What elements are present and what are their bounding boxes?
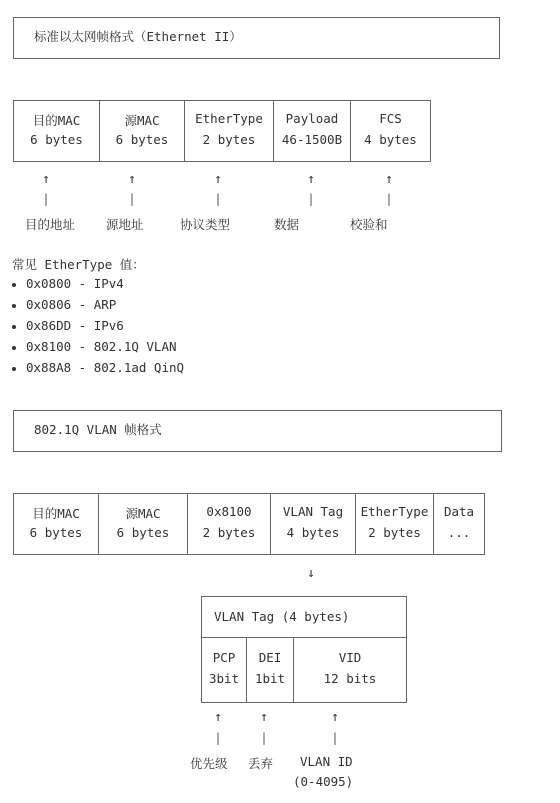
eth-title-box: [13, 17, 500, 59]
list-item: 0x8100 - 802.1Q VLAN: [12, 339, 177, 354]
up-arrow-icon: ↑: [331, 710, 339, 725]
eth-field-ethertype: EtherType 2 bytes: [195, 111, 263, 147]
bullet-icon: [12, 283, 16, 287]
eth-frame-table: [13, 100, 431, 162]
eth-field-src-mac: 源MAC 6 bytes: [115, 113, 169, 147]
vlan-tag-box: [201, 596, 407, 703]
up-arrow-icon: ↑: [128, 172, 136, 187]
up-arrow-icon: ↑: [260, 710, 268, 725]
pipe-connector: |: [331, 731, 339, 745]
eth-label-type: 协议类型: [180, 217, 231, 232]
bullet-icon: [12, 346, 16, 350]
up-arrow-icon: ↑: [385, 172, 393, 187]
vlan-title: 802.1Q VLAN 帧格式: [34, 422, 162, 437]
pipe-connector: |: [307, 192, 315, 206]
vlan-field-ethertype: EtherType 2 bytes: [360, 504, 429, 540]
vlan-field-src-mac: 源MAC 6 bytes: [116, 506, 170, 540]
up-arrow-icon: ↑: [214, 172, 222, 187]
tag-label-vlan-id: VLAN ID: [300, 754, 353, 769]
eth-label-dst: 目的地址: [25, 217, 76, 232]
eth-label-data: 数据: [274, 217, 300, 232]
list-item: 0x86DD - IPv6: [12, 318, 124, 333]
bullet-icon: [12, 325, 16, 329]
list-item: 0x0800 - IPv4: [12, 276, 124, 291]
pipe-connector: |: [128, 192, 136, 206]
eth-field-dst-mac: 目的MAC 6 bytes: [30, 113, 83, 147]
down-arrow-icon: ↓: [307, 566, 315, 581]
vlan-field-dst-mac: 目的MAC 6 bytes: [29, 506, 83, 540]
up-arrow-icon: ↑: [214, 710, 222, 725]
up-arrow-icon: ↑: [42, 172, 50, 187]
tag-field-vid: VID 12 bits: [323, 650, 377, 686]
tag-field-pcp: PCP 3bit: [208, 650, 240, 686]
eth-label-fcs: 校验和: [350, 217, 388, 232]
pipe-connector: |: [385, 192, 393, 206]
vlan-field-tag: VLAN Tag 4 bytes: [282, 504, 344, 540]
pipe-connector: |: [214, 731, 222, 745]
up-arrow-icon: ↑: [307, 172, 315, 187]
ethertype-heading: 常见 EtherType 值：: [12, 257, 145, 272]
bullet-icon: [12, 304, 16, 308]
eth-label-src: 源地址: [106, 217, 144, 232]
pipe-connector: |: [42, 192, 50, 206]
vlan-tag-title: VLAN Tag (4 bytes): [214, 609, 350, 624]
pipe-connector: |: [260, 731, 268, 745]
list-item: 0x88A8 - 802.1ad QinQ: [12, 360, 184, 375]
pipe-connector: |: [214, 192, 222, 206]
vlan-title-box: [13, 410, 502, 452]
eth-title: 标准以太网帧格式（Ethernet II）: [34, 29, 242, 44]
list-item: 0x0806 - ARP: [12, 297, 116, 312]
tag-field-dei: DEI 1bit: [254, 650, 286, 686]
bullet-icon: [12, 367, 16, 371]
eth-field-fcs: FCS 4 bytes: [364, 111, 417, 147]
vlan-frame-table: [13, 493, 485, 555]
tag-label-drop: 丢弃: [248, 756, 274, 771]
tag-label-priority: 优先级: [190, 756, 228, 771]
vid-range: (0-4095): [293, 774, 354, 789]
eth-field-payload: Payload 46-1500B: [281, 111, 343, 147]
vlan-field-data: Data ...: [443, 504, 475, 540]
vlan-field-tpid: 0x8100 2 bytes: [202, 504, 256, 540]
